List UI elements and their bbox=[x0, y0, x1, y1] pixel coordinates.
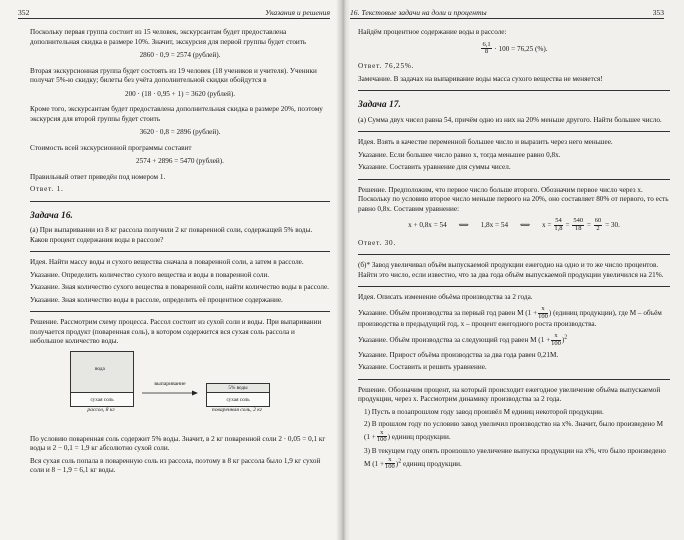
formula: 2574 + 2896 = 5470 (рублей). bbox=[136, 157, 224, 165]
equivalence-icon: ⟺ bbox=[519, 221, 531, 230]
fraction: $\frac{540}{18}$ bbox=[573, 217, 584, 232]
running-title: Указания и решения bbox=[265, 8, 330, 17]
hint: Указание. Зная количество воды в рассоле, определить её процентное содержание. bbox=[30, 295, 283, 304]
dry-salt-region: сухая соль bbox=[71, 392, 133, 407]
formula: 2860 · 0,9 = 2574 (рублей). bbox=[139, 51, 221, 59]
math-expression: M (1 + $\frac{x}{100}$ ) bbox=[364, 420, 664, 444]
evaporation-diagram bbox=[70, 351, 330, 429]
hint: Указание. Объём производства за следующий год равен M (1 + $\frac{x}{100}$ )$^2$ bbox=[358, 331, 568, 347]
math-expression: M (1 + $\frac{x}{100}$ ) bbox=[517, 304, 552, 320]
math-expression: M (1 + $\frac{x}{100}$ )$^2$ bbox=[530, 331, 568, 347]
answer: Ответ. 1. bbox=[30, 185, 64, 193]
divider bbox=[358, 90, 670, 91]
paragraph: Найдём процентное содержание воды в рассоле: bbox=[358, 28, 507, 36]
answer: Ответ. 76,25%. bbox=[358, 62, 415, 71]
salt-caption: поваренная соль, 2 кг bbox=[211, 406, 263, 413]
page-number: 352 bbox=[18, 8, 30, 17]
formula: $\frac{6,1}{8}$ · 100 = 76,25 (%). bbox=[482, 40, 548, 56]
idea: Идея. Найти массу воды и сухого вещества сначала в поваренной соли, а затем в рассоле. bbox=[30, 258, 304, 267]
idea: Идея. Описать изменение объёма производства за 2 года. bbox=[358, 293, 533, 302]
divider bbox=[358, 286, 670, 287]
task-text: (а) При выпаривании из 8 кг рассола получили 2 кг поваренной соли, содержащей 5% воды. Каков процент содержания воды в рассоле? bbox=[30, 226, 313, 244]
divider bbox=[358, 379, 670, 380]
fraction: $\frac{60}{2}$ bbox=[594, 217, 602, 232]
paragraph: Вся сухая соль попала в поваренную соль из рассола, поэтому в 8 кг рассола было 1,9 кг сухой соли и 8 − 1,9 = 6,1 кг воды. bbox=[30, 456, 321, 475]
left-content bbox=[30, 28, 330, 479]
paragraph: Стоимость всей экскурсионной программы составит bbox=[30, 143, 192, 152]
solution: Решение. Рассмотрим схему процесса. Рассол состоит из сухой соли и воды. При выпаривании получается продукт (поваренная соль), в котором содержится вся сухая соль рассола и небольшое количество воды. bbox=[30, 318, 322, 346]
formula: 200 · (18 · 0,95 + 1) = 3620 (рублей). bbox=[124, 89, 236, 98]
arrow-label: выпаривание bbox=[154, 380, 186, 387]
paragraph: Поскольку первая группа состоит из 15 человек, экскурсантам будет предоставлена дополнительная скидка в размере 10%. Значит, экскурсия для первой группы будет стоить bbox=[30, 28, 307, 46]
answer: Ответ. 30. bbox=[358, 238, 397, 247]
left-page-header bbox=[18, 8, 330, 19]
divider bbox=[358, 131, 670, 132]
formula: 3620 · 0,8 = 2896 (рублей). bbox=[139, 128, 221, 136]
hint: Указание. Зная количество сухого вещества в поваренной соли, найти количество воды в рассоле. bbox=[30, 283, 329, 292]
divider bbox=[358, 179, 670, 180]
water-pct-region: 5% воды bbox=[207, 384, 269, 392]
hint: Указание. Прирост объёма производства за два года равен 0,21M. bbox=[358, 350, 559, 359]
task-text: (а) Сумма двух чисел равна 54, причём одно из них на 20% меньше другого. Найти большее число. bbox=[358, 115, 662, 124]
divider bbox=[358, 254, 670, 255]
hint: Указание. Объём производства за первый год равен M (1 + $\frac{x}{100}$ ) (единиц продукции), где M – объём производства в предыдущий год, x – процент ежегодного роста производства. bbox=[358, 304, 662, 329]
hint: Указание. Составить и решить уравнение. bbox=[358, 363, 487, 372]
list-item: 1) Пусть в позапрошлом году завод произвёл M единиц некоторой продукции. bbox=[364, 407, 604, 416]
running-title: 16. Текстовые задачи на доли и проценты bbox=[350, 8, 487, 17]
fraction: $\frac{6,1}{8}$ bbox=[482, 40, 491, 56]
paragraph: Вторая экскурсионная группа будет состоять из 19 человек (18 учеников и учителя). Ученики получат 5%-ю скидку; билеты без учёта дополнительной скидки обойдутся в bbox=[30, 66, 317, 84]
book-spine-shadow bbox=[336, 0, 350, 540]
idea: Идея. Взять в качестве переменной большее число и выразить через него меньшее. bbox=[358, 138, 613, 147]
brine-box bbox=[70, 351, 134, 407]
hint: Указание. Определить количество сухого вещества и воды в поваренной соли. bbox=[30, 270, 270, 279]
solution: Решение. Предположим, что первое число больше второго. Обозначим первое число через x. Поскольку по условию второе число меньше первого на 20%, оно составляет 80% от первого, то есть равно 0,8x. Составим уравнение: bbox=[358, 185, 669, 213]
right-page bbox=[342, 0, 684, 540]
list-item: 2) В прошлом году по условию завод увеличил производство на x%. Значит, было произведено M (1 + $\frac{x}{100}$ ) единиц продукции. bbox=[364, 420, 664, 444]
paragraph: По условию поваренная соль содержит 5% воды. Значит, в 2 кг поваренной соли 2 · 0,05 = 0,1 кг воды и 2 − 0,1 = 1,9 кг абсолютно сухой соли. bbox=[30, 434, 326, 453]
task-text: (б)* Завод увеличивал объём выпускаемой продукции ежегодно на одно и то же число процентов. Найти это число, если известно, что за два года объём выпускаемой продукции увеличился на 21%. bbox=[358, 261, 664, 279]
math-expression: M (1 + $\frac{x}{100}$ )$^2$ bbox=[364, 455, 402, 471]
task-title: Задача 17. bbox=[358, 100, 401, 111]
paragraph: Правильный ответ приведён под номером 1. bbox=[30, 172, 166, 181]
salt-box bbox=[206, 383, 270, 407]
divider bbox=[30, 201, 330, 202]
divider bbox=[30, 251, 330, 252]
fraction: $\frac{54}{1,8}$ bbox=[554, 217, 563, 232]
solution: Решение. Обозначим процент, на который происходит ежегодное увеличение объёма выпускаемой продукции, через x. Рассмотрим динамику производства за 2 года. bbox=[358, 385, 661, 404]
task-title: Задача 16. bbox=[30, 210, 73, 221]
water-region bbox=[71, 352, 133, 392]
divider bbox=[30, 311, 330, 312]
arrow-icon bbox=[142, 389, 198, 397]
list-item: 3) В текущем году опять произошло увеличение выпуска продукции на x%, что было произведено M (1 + $\frac{x}{100}$ )$^2$ единиц продукции. bbox=[364, 447, 666, 471]
water-label: вода bbox=[95, 365, 105, 372]
right-content bbox=[358, 28, 670, 474]
paragraph: Кроме того, экскурсантам будет предоставлена дополнительная скидка в размере 20%, поэтому экскурсия для второй группы будет стоить bbox=[30, 105, 323, 123]
equation-chain: x + 0,8x = 54 ⟺ 1,8x = 54 ⟺ x = $\frac{54}{1,8}$ = $\frac{540}{18}$ = $\frac{60}{2}$ = 30. bbox=[408, 217, 620, 232]
remark: Замечание. В задачах на выпаривание воды масса сухого вещества не меняется! bbox=[358, 74, 603, 83]
hint: Указание. Если большее число равно x, тогда меньшее равно 0,8x. bbox=[358, 150, 561, 159]
hint: Указание. Составить уравнение для суммы чисел. bbox=[358, 163, 511, 172]
right-page-header bbox=[350, 8, 664, 19]
page-number: 353 bbox=[652, 8, 664, 17]
dry-salt-region: сухая соль bbox=[207, 392, 269, 407]
brine-caption: рассол, 8 кг bbox=[87, 406, 115, 413]
